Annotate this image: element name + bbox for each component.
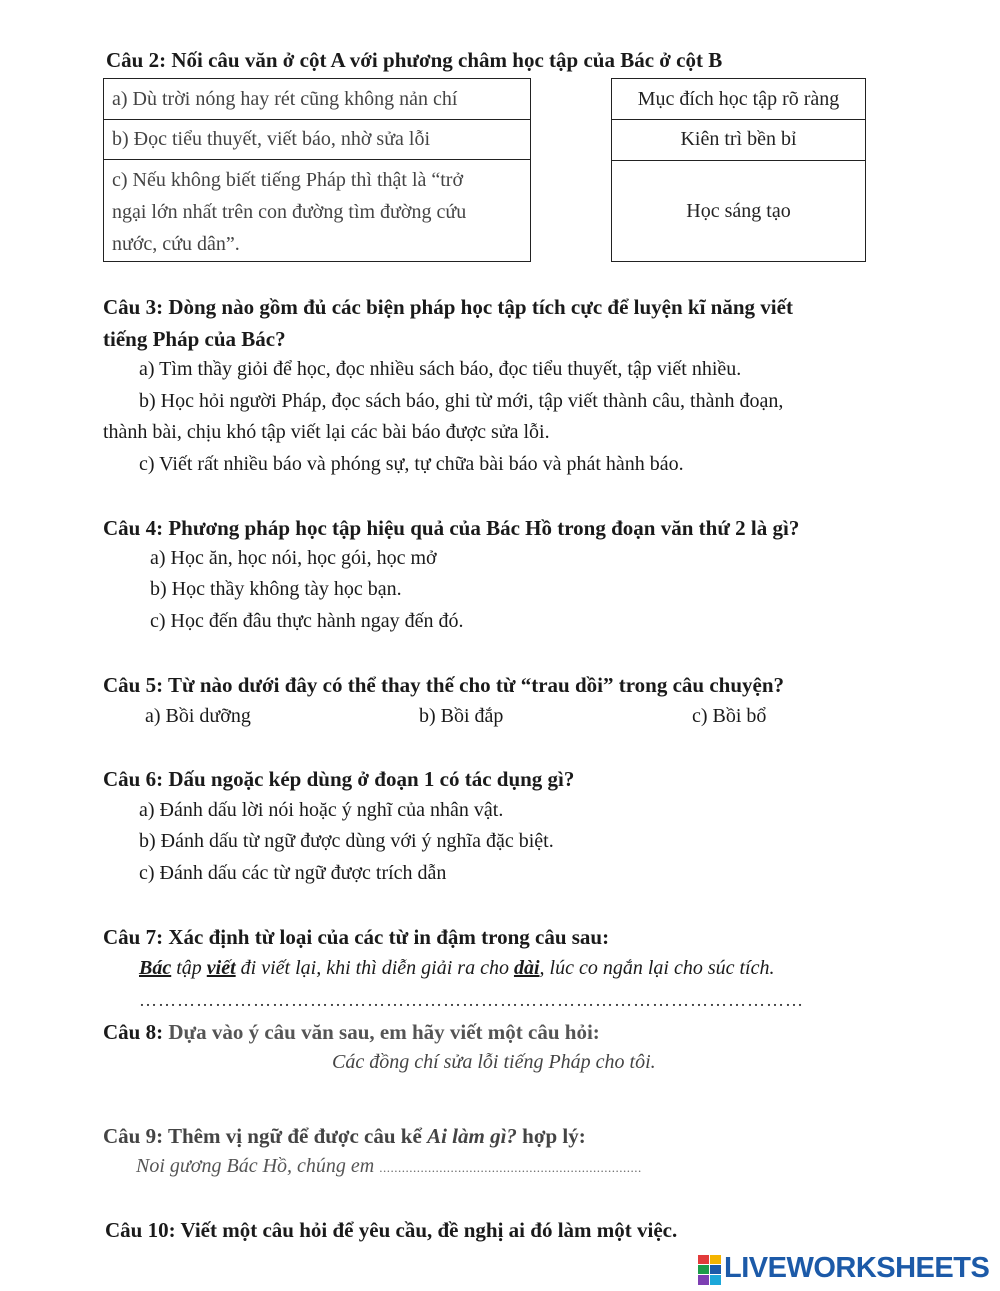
- q7-bold-word: Bác: [139, 957, 172, 979]
- logo-square: [710, 1255, 721, 1264]
- logo-square: [710, 1275, 721, 1285]
- q8-title: [103, 1020, 600, 1045]
- logo-square: [698, 1255, 709, 1264]
- q2-title: Câu 2: Nối câu văn ở cột A với phương châm học tập của Bác ở cột B: [106, 48, 723, 72]
- q7-sentence-text: , lúc co ngắn lại cho súc tích.: [539, 957, 775, 979]
- q6-option-a[interactable]: a) Đánh dấu lời nói hoặc ý nghĩ của nhân vật.: [139, 799, 504, 821]
- logo-square: [698, 1265, 709, 1274]
- q7-sentence-text: tập: [171, 957, 207, 979]
- q8-sentence: Các đồng chí sửa lỗi tiếng Pháp cho tôi.: [332, 1051, 656, 1073]
- q2-a-item-a[interactable]: a) Dù trời nóng hay rét cũng không nản chí: [112, 88, 458, 110]
- q5-option-a[interactable]: a) Bồi dưỡng: [145, 705, 251, 727]
- q3-option-c[interactable]: c) Viết rất nhiều báo và phóng sự, tự chữa bài báo và phát hành báo.: [139, 453, 684, 475]
- q7-bold-word: dài: [513, 957, 540, 979]
- liveworksheets-logo-icon: [698, 1255, 720, 1283]
- q9-title-emphasis: Ai làm gì?: [427, 1124, 517, 1148]
- q6-title: Câu 6: Dấu ngoặc kép dùng ở đoạn 1 có tác dụng gì?: [103, 767, 575, 791]
- q2-a-item-b[interactable]: b) Đọc tiểu thuyết, viết báo, nhờ sửa lỗi: [112, 128, 431, 150]
- q9-prompt: [136, 1155, 642, 1178]
- q3-option-b-line2[interactable]: thành bài, chịu khó tập viết lại các bài báo được sửa lỗi.: [103, 421, 550, 443]
- q2-a-item-c-line: ngại lớn nhất trên con đường tìm đường cứu: [112, 201, 467, 223]
- q2-a-item-c[interactable]: [104, 160, 530, 262]
- q5-option-b[interactable]: b) Bồi đắp: [419, 705, 504, 727]
- q2-b-item-3[interactable]: Học sáng tạo: [686, 199, 791, 222]
- q9-title: [103, 1124, 586, 1149]
- liveworksheets-logo: [698, 1252, 989, 1285]
- q7-sentence: [139, 957, 774, 980]
- liveworksheets-logo-text: LIVEWORKSHEETS: [724, 1252, 990, 1284]
- q10-title: Câu 10: Viết một câu hỏi để yêu cầu, đề nghị ai đó làm một việc.: [105, 1218, 678, 1242]
- q9-prompt-text: Noi gương Bác Hồ, chúng em: [136, 1155, 380, 1177]
- logo-square: [698, 1275, 709, 1285]
- q2-b-item-2[interactable]: Kiên trì bền bỉ: [680, 128, 797, 150]
- q2-column-a-table: [103, 78, 531, 262]
- q6-option-c[interactable]: c) Đánh dấu các từ ngữ được trích dẫn: [139, 862, 447, 884]
- q3-title-line2: tiếng Pháp của Bác?: [103, 327, 286, 351]
- q7-answer-line[interactable]: ……………………………………………………………………………………………: [139, 990, 804, 1010]
- q3-option-b-line1[interactable]: b) Học hỏi người Pháp, đọc sách báo, ghi từ mới, tập viết thành câu, thành đoạn,: [139, 390, 784, 412]
- q4-title: Câu 4: Phương pháp học tập hiệu quả của Bác Hồ trong đoạn văn thứ 2 là gì?: [103, 516, 800, 540]
- q9-title-text: hợp lý:: [516, 1124, 586, 1148]
- q4-option-c[interactable]: c) Học đến đâu thực hành ngay đến đó.: [150, 610, 464, 632]
- q3-title-line1: Câu 3: Dòng nào gồm đủ các biện pháp học tập tích cực để luyện kĩ năng viết: [103, 295, 793, 319]
- q5-option-c[interactable]: c) Bồi bổ: [692, 705, 767, 727]
- q8-label: Câu 8:: [103, 1020, 164, 1044]
- q2-b-item-1[interactable]: Mục đích học tập rõ ràng: [637, 87, 840, 110]
- q6-option-b[interactable]: b) Đánh dấu từ ngữ được dùng với ý nghĩa đặc biệt.: [139, 830, 554, 852]
- q9-answer-line[interactable]: ......................................................................: [379, 1160, 642, 1175]
- q2-column-b-table: [611, 78, 866, 262]
- q7-sentence-text: đi viết lại, khi thì diễn giải ra cho: [235, 957, 514, 979]
- q3-option-a[interactable]: a) Tìm thầy giỏi để học, đọc nhiều sách báo, đọc tiểu thuyết, tập viết nhiều.: [139, 358, 742, 380]
- q5-title: Câu 5: Từ nào dưới đây có thể thay thế cho từ “trau dồi” trong câu chuyện?: [103, 673, 785, 697]
- q2-a-item-c-line: c) Nếu không biết tiếng Pháp thì thật là “trở: [112, 169, 464, 191]
- q2-a-item-c-line: nước, cứu dân”.: [112, 233, 240, 255]
- q4-option-a[interactable]: a) Học ăn, học nói, học gói, học mở: [150, 547, 437, 569]
- q7-bold-word: viết: [206, 957, 236, 979]
- q8-title-text: Dựa vào ý câu văn sau, em hãy viết một câu hỏi:: [163, 1020, 600, 1044]
- logo-square: [710, 1265, 721, 1274]
- q9-title-text: Câu 9: Thêm vị ngữ để được câu kể: [103, 1124, 428, 1148]
- q7-title: Câu 7: Xác định từ loại của các từ in đậm trong câu sau:: [103, 925, 610, 949]
- q4-option-b[interactable]: b) Học thầy không tày học bạn.: [150, 578, 402, 600]
